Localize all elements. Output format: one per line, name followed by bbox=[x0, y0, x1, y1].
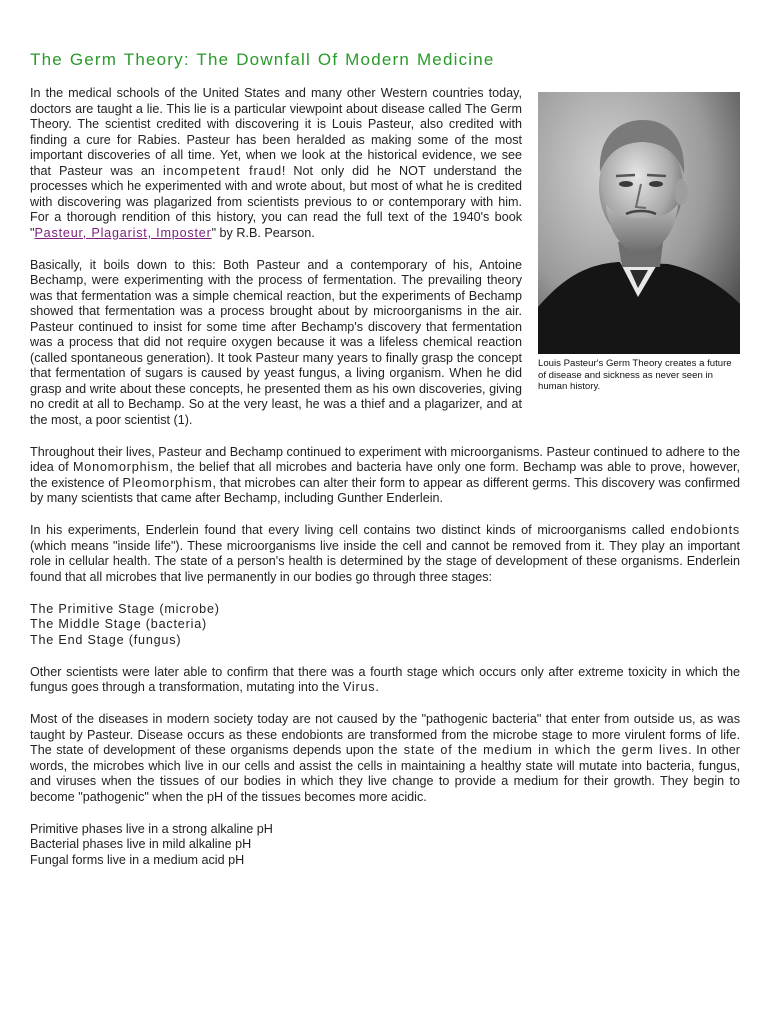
emphasis-state-of-medium: the state of the medium in which the germ lives bbox=[378, 743, 689, 757]
term-pleomorphism: Pleomorphism bbox=[122, 475, 213, 490]
list-item: The Middle Stage (bacteria) bbox=[30, 617, 207, 631]
emphasis-incompetent-fraud: incompetent fraud bbox=[162, 163, 282, 178]
paragraph-6: Most of the diseases in modern society today are not caused by the "pathogenic bacteria" that enter from outside us, as was taught by Pasteur. Disease occurs as these endobionts are transformed from the microbe stage to more virulent forms of life. The state of development of these organisms depends upon the state of the medium in which the germ lives. In other words, the microbes which live in our cells and assist the cells in maintaining a healthy state will mutate into bacteria, fungus, and viruses when the tissues of our bodies in which they live change to provide a medium for their growth. They begin to become "pathogenic" when the pH of the tissues becomes more acidic. bbox=[30, 712, 740, 804]
document-page bbox=[30, 0, 740, 885]
portrait-caption: Louis Pasteur's Germ Theory creates a future of disease and sickness as never seen in human history. bbox=[538, 358, 732, 392]
book-link[interactable]: Pasteur, Plagarist, Imposter bbox=[34, 225, 212, 240]
term-virus: Virus bbox=[342, 680, 376, 694]
page-title: The Germ Theory: The Downfall Of Modern Medicine bbox=[30, 50, 495, 69]
portrait-figure bbox=[538, 92, 740, 393]
paragraph-1: In the medical schools of the United States and many other Western countries today, doctors are taught a lie. This lie is a particular viewpoint about disease called The Germ Theory. The scientist credited with discovering it is Louis Pasteur, also credited with finding a cure for Rabies. Pasteur has been heralded as making some of the most important discoveries of all time. Yet, when we look at the historical evidence, we see that Pasteur was an incompetent fraud! Not only did he NOT understand the processes which he experimented with and wrote about, but most of what he is credited with discovering was plagarized from scientists previous to or contemporary with him. For a thorough rendition of this history, you can read the full text of the 1940's book "Pasteur, Plagarist, Imposter" by R.B. Pearson. bbox=[30, 86, 522, 240]
paragraph-4: In his experiments, Enderlein found that every living cell contains two distinct kinds of microorganisms called endobionts (which means "inside life"). These microorganisms live inside the cell and cannot be removed from it. They play an important role in cellular health. The state of a person's health is determined by the stage of development of these organisms. Enderlein found that all microbes that live permanently in our bodies go through three stages: bbox=[30, 523, 740, 584]
pasteur-portrait bbox=[538, 92, 740, 354]
list-item: The End Stage (fungus) bbox=[30, 632, 182, 647]
term-endobionts: endobionts bbox=[670, 523, 740, 537]
term-monomorphism: Monomorphism bbox=[72, 460, 170, 474]
article-body bbox=[30, 86, 740, 868]
list-item: Fungal forms live in a medium acid pH bbox=[30, 852, 245, 867]
paragraph-2: Basically, it boils down to this: Both Pasteur and a contemporary of his, Antoine Bechamp, were experimenting with the process of fermentation. The prevailing theory was that fermentation was a simple chemical reaction, but the experiments of Bechamp showed that fermentation was a process brought about by microorganisms in the air. Pasteur continued to insist for some time after Bechamp's discovery that fermentation was a process that did not require oxygen because it was a lifeless chemical reaction (called spontaneous generation). It took Pasteur many years to finally grasp the concept that fermentation of sugars is caused by yeast fungus, a living organism. When he did grasp and write about these concepts, he presented them as his own discoveries, giving no credit at all to Bechamp. So at the very least, he was a thief and a plagarizer, and at the most, a poor scientist (1). bbox=[30, 257, 522, 427]
paragraph-5: Other scientists were later able to confirm that there was a fourth stage which occurs only after extreme toxicity in which the fungus goes through a transformation, mutating into the Virus. bbox=[30, 664, 740, 694]
ph-list bbox=[30, 822, 740, 869]
list-item: Bacterial phases live in mild alkaline pH bbox=[30, 837, 252, 851]
list-item: Primitive phases live in a strong alkaline pH bbox=[30, 821, 273, 836]
list-item: The Primitive Stage (microbe) bbox=[30, 601, 220, 616]
stage-list bbox=[30, 602, 740, 649]
paragraph-3: Throughout their lives, Pasteur and Bechamp continued to experiment with microorganisms. Pasteur continued to adhere to the idea of Monomorphism, the belief that all microbes and bacteria have only one form. Bechamp was able to prove, however, the existence of Pleomorphism, that microbes can alter their form to appear as different germs. This discovery was confirmed by many scientists that came after Bechamp, including Gunther Enderlein. bbox=[30, 444, 741, 505]
